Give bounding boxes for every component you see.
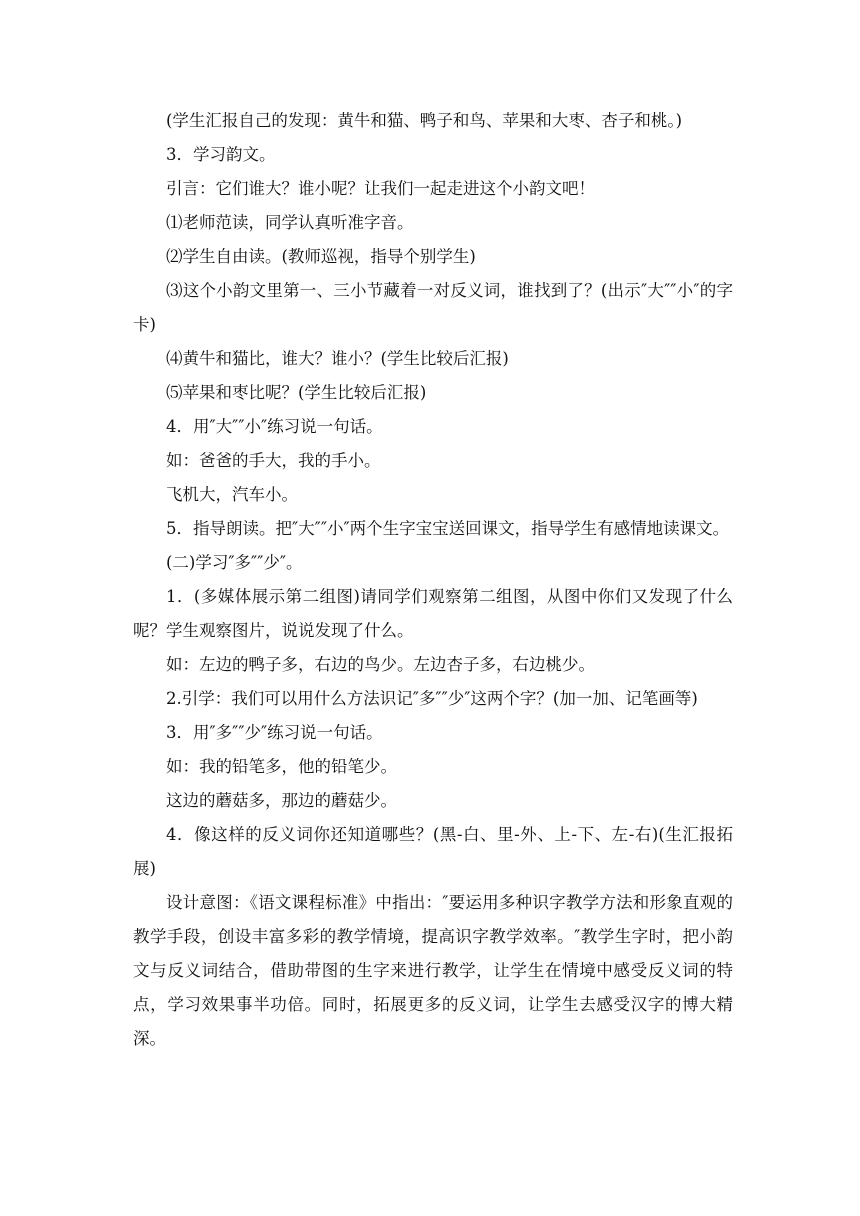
paragraph-step-5: 5．指导朗读。把″大″″小″两个生字宝宝送回课文，指导学生有感情地读课文。	[166, 519, 730, 538]
paragraph-item-2: ⑵学生自由读。(教师巡视，指导个别学生)	[166, 247, 476, 266]
paragraph-student-findings: (学生汇报自己的发现：黄牛和猫、鸭子和鸟、苹果和大枣、杏子和桃。)	[166, 111, 683, 130]
paragraph-section-2-example-1: 如：左边的鸭子多，右边的鸟少。左边杏子多，右边桃少。	[166, 655, 595, 674]
paragraph-section-2-step-1: 1．(多媒体展示第二组图)请同学们观察第二组图，从图中你们又发现了什么呢？学生观察图片，说说发现了什么。	[133, 587, 733, 640]
paragraph-step-4-heading: 4．用″大″″小″练习说一句话。	[166, 417, 383, 436]
paragraph-section-2-step-2: 2.引学：我们可以用什么方法识记″多″″少″这两个字？(加一加、记笔画等)	[166, 689, 698, 708]
paragraph-example-2: 飞机大，汽车小。	[166, 485, 298, 504]
paragraph-item-3: ⑶这个小韵文里第一、三小节藏着一对反义词，谁找到了？(出示″大″″小″的字卡)	[133, 281, 733, 334]
paragraph-section-2-example-2: 如：我的铅笔多，他的铅笔少。	[166, 757, 397, 776]
paragraph-design-intent: 设计意图：《语文课程标准》中指出：″要运用多种识字教学方法和形象直观的教学手段，创设丰富多彩的教学情境，提高识字教学效率。″教学生字时，把小韵文与反义词结合，借助带图的生字来进行教学，让学生在情境中感受反义词的特点，学习效果事半功倍。同时，拓展更多的反义词，让学生去感受汉字的博大精深。	[133, 893, 733, 1048]
paragraph-intro: 引言：它们谁大？谁小呢？让我们一起走进这个小韵文吧！	[166, 179, 595, 198]
paragraph-item-5: ⑸苹果和枣比呢？(学生比较后汇报)	[166, 383, 427, 402]
paragraph-section-2-step-4: 4．像这样的反义词你还知道哪些？(黑-白、里-外、上-下、左-右)(生汇报拓展)	[133, 825, 733, 878]
paragraph-example-1: 如：爸爸的手大，我的手小。	[166, 451, 381, 470]
document-body	[133, 104, 733, 1056]
paragraph-section-2-heading: (二)学习″多″″少″。	[166, 553, 303, 572]
paragraph-section-2-step-3: 3．用″多″″少″练习说一句话。	[166, 723, 383, 742]
paragraph-item-1: ⑴老师范读，同学认真听准字音。	[166, 213, 414, 232]
paragraph-step-3-heading: 3．学习韵文。	[166, 145, 276, 164]
paragraph-item-4: ⑷黄牛和猫比，谁大？谁小？(学生比较后汇报)	[166, 349, 509, 368]
paragraph-section-2-example-3: 这边的蘑菇多，那边的蘑菇少。	[166, 791, 397, 810]
